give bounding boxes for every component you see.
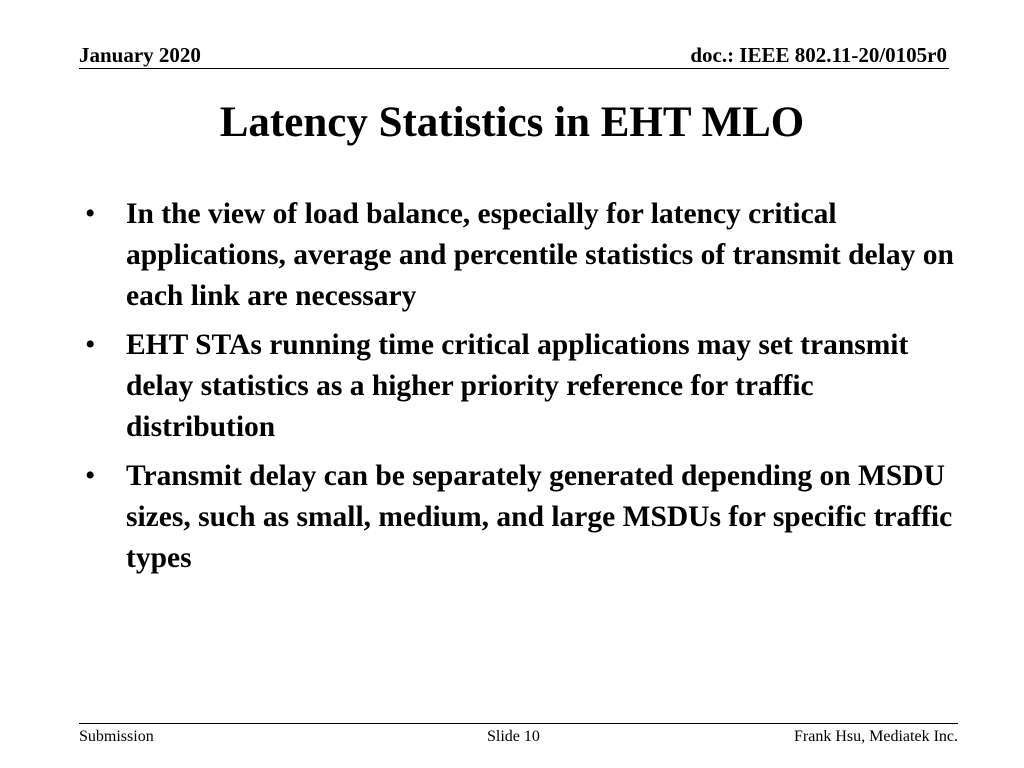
bullet-item: [85, 194, 955, 317]
bullet-text: In the view of load balance, especially for latency critical applications, average and percentile statistics of transmit delay on each link are necessary: [126, 198, 954, 312]
slide-title: Latency Statistics in EHT MLO: [219, 99, 805, 146]
header-doc-id: doc.: IEEE 802.11-20/0105r0: [690, 43, 947, 67]
footer-submission: Submission: [79, 728, 154, 745]
header-date: January 2020: [79, 43, 201, 67]
footer-author: Frank Hsu, Mediatek Inc.: [794, 728, 958, 745]
header-rule: [79, 68, 949, 69]
bullet-text: Transmit delay can be separately generated depending on MSDU sizes, such as small, medium, and large MSDUs for specific traffic types: [126, 460, 953, 574]
footer-slide-number: Slide 10: [487, 728, 540, 745]
bullet-dot-icon: •: [85, 198, 96, 230]
footer-rule: [79, 723, 958, 724]
bullet-item: [85, 325, 955, 448]
bullet-item: [85, 456, 955, 579]
bullet-text: EHT STAs running time critical applications may set transmit delay statistics as a higher priority reference for traffic distribution: [126, 329, 909, 443]
bullet-dot-icon: •: [85, 329, 96, 361]
bullet-dot-icon: •: [85, 460, 96, 492]
bullet-list: [85, 194, 955, 587]
